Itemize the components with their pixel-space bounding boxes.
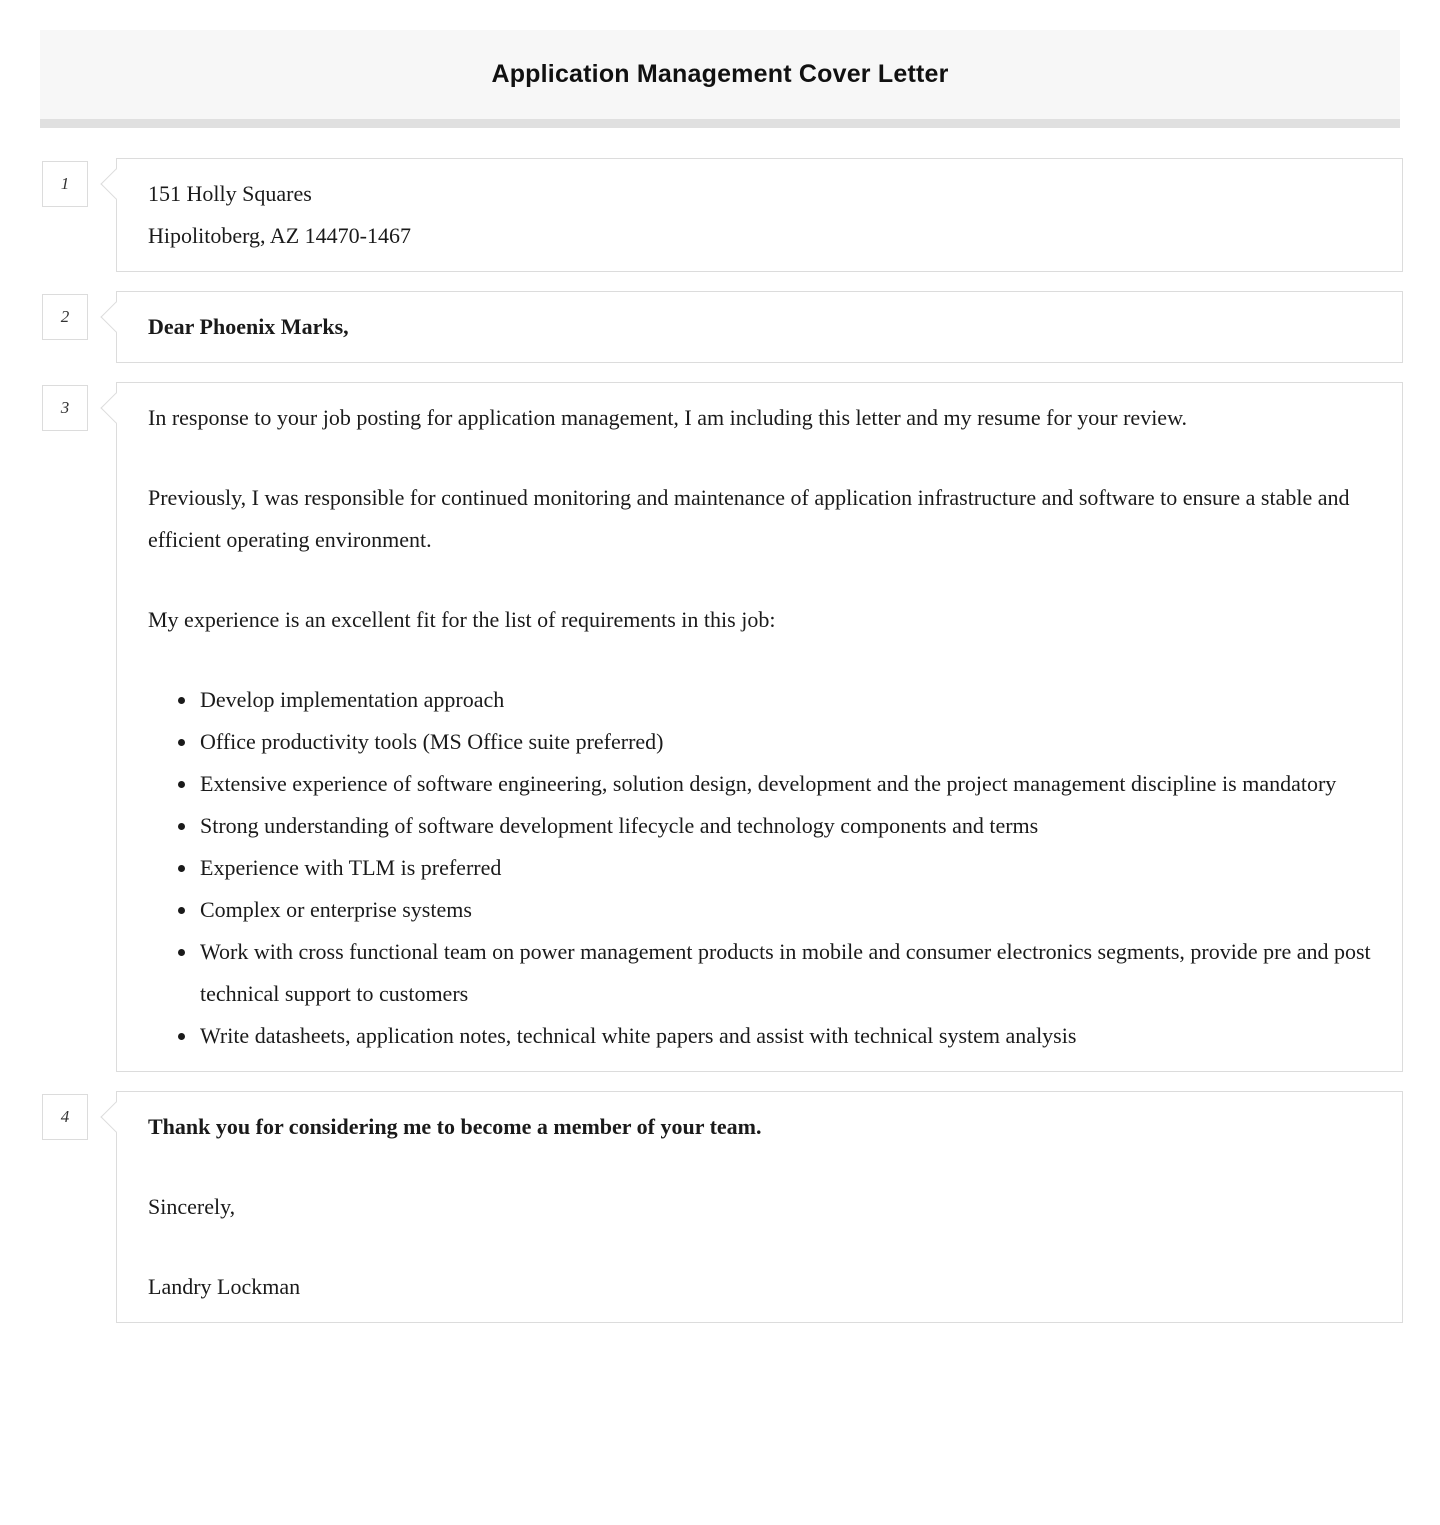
- list-item: • Extensive experience of software engineering, solution design, development and the project management discipline is mandatory: [198, 763, 1371, 805]
- address-line-2: Hipolitoberg, AZ 14470-1467: [148, 223, 411, 249]
- closing-section: [116, 1091, 1403, 1323]
- section-number-badge: [42, 385, 88, 431]
- list-item: • Office productivity tools (MS Office suite preferred): [198, 721, 1371, 763]
- body-paragraph-3: My experience is an excellent fit for the list of requirements in this job:: [148, 607, 776, 633]
- requirements-list: [148, 679, 1371, 1057]
- greeting-text: Dear Phoenix Marks,: [148, 314, 349, 340]
- page-title: Application Management Cover Letter: [491, 60, 949, 88]
- section-row-greeting: [42, 291, 1403, 363]
- letter-body-section: [116, 382, 1403, 1072]
- page-header: [40, 30, 1400, 128]
- list-item: • Strong understanding of software development lifecycle and technology components and terms: [198, 805, 1371, 847]
- section-number: 2: [60, 307, 70, 327]
- section-number: 4: [60, 1107, 70, 1127]
- signature-name: Landry Lockman: [148, 1274, 301, 1300]
- section-number-badge: [42, 294, 88, 340]
- body-paragraph-2: Previously, I was responsible for continued monitoring and maintenance of application infrastructure and software to ensure a stable and efficient operating environment.: [148, 485, 1350, 553]
- address-line-1: 151 Holly Squares: [148, 181, 312, 206]
- list-item: • Complex or enterprise systems: [198, 889, 1371, 931]
- list-item: • Experience with TLM is preferred: [198, 847, 1371, 889]
- list-item: • Work with cross functional team on power management products in mobile and consumer electronics segments, provide pre and post technical support to customers: [198, 931, 1371, 1015]
- greeting-section: [116, 291, 1403, 363]
- cover-letter-body: [0, 158, 1440, 1323]
- section-row-address: [42, 158, 1403, 272]
- section-number-badge: [42, 1094, 88, 1140]
- list-item: • Develop implementation approach: [198, 679, 1371, 721]
- section-row-body: [42, 382, 1403, 1072]
- address-section: [116, 158, 1403, 272]
- list-item: • Write datasheets, application notes, technical white papers and assist with technical system analysis: [198, 1015, 1371, 1057]
- section-row-closing: [42, 1091, 1403, 1323]
- signoff: Sincerely,: [148, 1194, 236, 1220]
- section-number-badge: [42, 161, 88, 207]
- section-number: 3: [60, 398, 70, 418]
- closing-thanks: Thank you for considering me to become a member of your team.: [148, 1114, 762, 1140]
- section-number: 1: [60, 174, 70, 193]
- body-paragraph-1: In response to your job posting for application management, I am including this letter and my resume for your review.: [148, 405, 1188, 431]
